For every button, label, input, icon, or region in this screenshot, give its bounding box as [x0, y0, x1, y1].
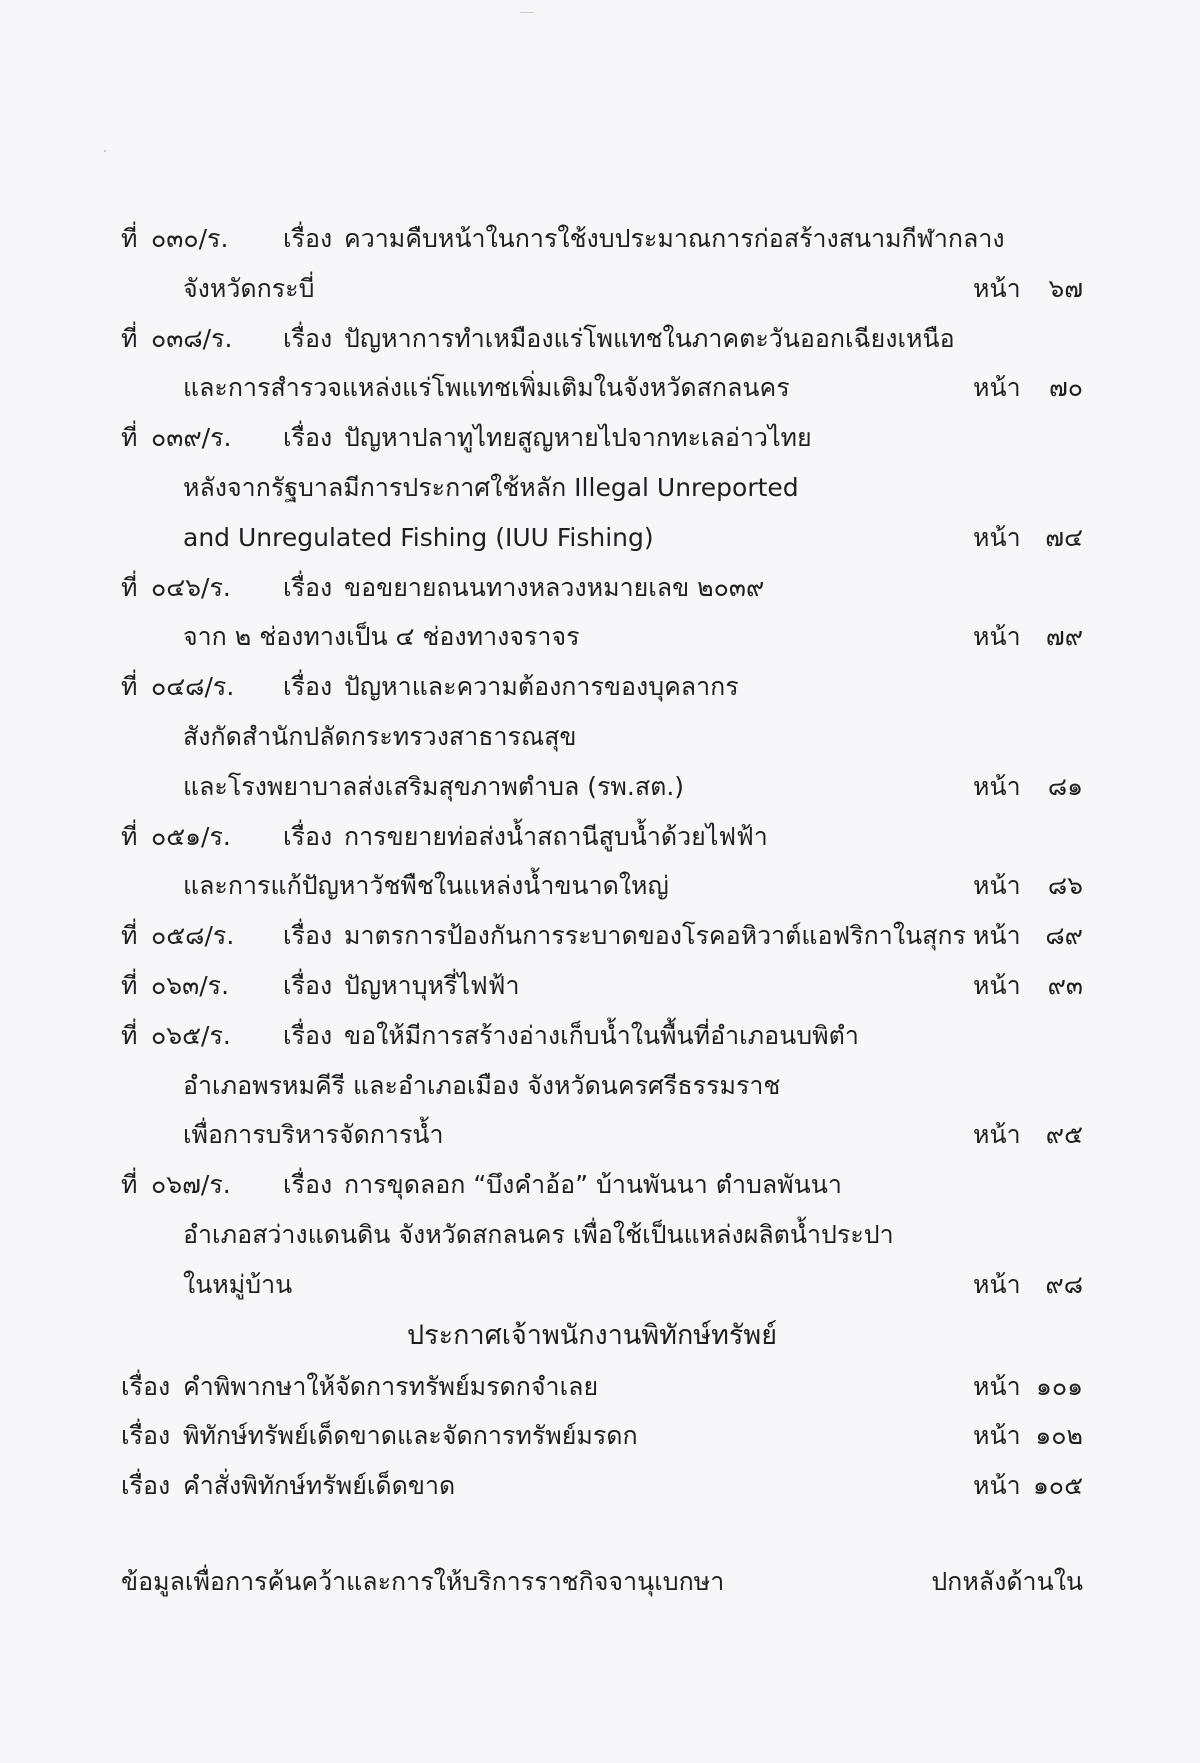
page-ref — [973, 762, 1083, 812]
toc-line — [121, 861, 1083, 911]
notice-entry — [121, 1362, 1083, 1412]
entry-keyword: เรื่อง — [283, 1020, 333, 1050]
page-label: หน้า — [973, 970, 1021, 1000]
entry-title-line: เพื่อการบริหารจัดการน้ำ — [183, 1120, 444, 1150]
page-label: หน้า — [973, 1120, 1021, 1150]
entry-number: ๐๓๙/ร. — [151, 423, 232, 453]
entry-title-line: ความคืบหน้าในการใช้งบประมาณการก่อสร้างสนามกีฬากลาง — [344, 224, 1005, 253]
entry-number: ๐๓๘/ร. — [151, 323, 233, 353]
entry-title-line: จังหวัดกระบี่ — [183, 273, 315, 303]
footer-left: ข้อมูลเพื่อการค้นคว้าและการให้บริการราชกิจจานุเบกษา — [121, 1567, 725, 1596]
scan-speck — [520, 12, 534, 13]
toc-line — [121, 1011, 1083, 1061]
toc-entry — [121, 1160, 1083, 1309]
entry-prefix: ที่ — [121, 224, 138, 253]
page-number: ๙๘ — [1045, 1269, 1083, 1299]
entry-title-line: และการสำรวจแหล่งแร่โพแทชเพิ่มเติมในจังหวัดสกลนคร — [183, 373, 790, 403]
page-number: ๑๐๕ — [1032, 1471, 1083, 1501]
toc-line — [121, 314, 1083, 364]
entry-keyword: เรื่อง — [283, 970, 333, 1000]
toc-line — [121, 762, 1083, 812]
entry-number: ๐๕๘/ร. — [151, 921, 235, 951]
entry-prefix: ที่ — [121, 572, 138, 602]
notice-title: พิทักษ์ทรัพย์เด็ดขาดและจัดการทรัพย์มรดก — [183, 1421, 638, 1451]
entry-keyword: เรื่อง — [283, 672, 333, 702]
toc-line — [121, 612, 1083, 662]
toc-line — [121, 911, 1083, 961]
page-ref — [973, 961, 1083, 1011]
page-number: ๑๐๒ — [1035, 1421, 1083, 1451]
entry-title-line: อำเภอสว่างแดนดิน จังหวัดสกลนคร เพื่อใช้เป็นแหล่งผลิตน้ำประปา — [183, 1219, 894, 1249]
page-label: หน้า — [973, 1269, 1021, 1299]
toc-line — [121, 563, 1083, 613]
toc-entry — [121, 662, 1083, 811]
entry-title-line: จาก ๒ ช่องทางเป็น ๔ ช่องทางจราจร — [183, 622, 580, 652]
notice-entry — [121, 1461, 1083, 1511]
entry-number: ๐๖๕/ร. — [151, 1020, 231, 1050]
entry-title-line: ขอให้มีการสร้างอ่างเก็บน้ำในพื้นที่อำเภอนบพิตำ — [344, 1020, 859, 1050]
entry-number: ๐๓๐/ร. — [151, 224, 229, 253]
page-label: หน้า — [973, 771, 1021, 801]
page-label: หน้า — [973, 1371, 1021, 1401]
toc-line — [121, 214, 1083, 264]
page-label: หน้า — [973, 273, 1021, 303]
toc-line — [121, 1160, 1083, 1210]
entry-title-line: สังกัดสำนักปลัดกระทรวงสาธารณสุข — [183, 721, 577, 751]
entry-prefix: ที่ — [121, 821, 138, 851]
notice-title: คำสั่งพิทักษ์ทรัพย์เด็ดขาด — [183, 1471, 456, 1501]
page-ref — [973, 1260, 1083, 1310]
entry-title-line: อำเภอพรหมคีรี และอำเภอเมือง จังหวัดนครศรีธรรมราช — [183, 1070, 781, 1100]
entry-keyword: เรื่อง — [283, 224, 333, 253]
toc-entry — [121, 563, 1083, 663]
toc-entry — [121, 413, 1083, 562]
entry-title-line: ปัญหาการทำเหมืองแร่โพแทชในภาคตะวันออกเฉียงเหนือ — [344, 323, 955, 353]
toc-line — [121, 1260, 1083, 1310]
page-ref — [973, 1411, 1083, 1461]
notice-list — [121, 1362, 1083, 1511]
page-label: หน้า — [973, 1421, 1021, 1451]
page-ref — [973, 1461, 1083, 1511]
entry-number: ๐๖๓/ร. — [151, 970, 230, 1000]
toc-entry — [121, 961, 1083, 1011]
page-label: หน้า — [973, 622, 1021, 652]
entry-prefix: ที่ — [121, 1170, 138, 1200]
page-number: ๘๙ — [1045, 921, 1083, 951]
notice-keyword: เรื่อง — [121, 1421, 171, 1451]
entry-number: ๐๖๗/ร. — [151, 1170, 231, 1200]
page-number: ๑๐๑ — [1036, 1371, 1083, 1401]
entry-title-line: ขอขยายถนนทางหลวงหมายเลข ๒๐๓๙ — [344, 572, 765, 602]
entry-prefix: ที่ — [121, 970, 138, 1000]
entry-number: ๐๔๘/ร. — [151, 672, 235, 702]
toc-entry — [121, 911, 1083, 961]
entry-title-line: และโรงพยาบาลส่งเสริมสุขภาพตำบล (รพ.สต.) — [183, 771, 685, 801]
notice-title: คำพิพากษาให้จัดการทรัพย์มรดกจำเลย — [183, 1371, 599, 1401]
entry-title-line: ปัญหาปลาทูไทยสูญหายไปจากทะเลอ่าวไทย — [344, 423, 812, 453]
page-number: ๙๓ — [1047, 970, 1083, 1000]
entry-keyword: เรื่อง — [283, 323, 333, 353]
entry-prefix: ที่ — [121, 921, 138, 951]
toc-entry — [121, 812, 1083, 912]
page-ref — [973, 911, 1083, 961]
entry-list — [121, 214, 1083, 1310]
page-number: ๗๐ — [1048, 373, 1083, 403]
table-of-contents — [121, 214, 1083, 1511]
page-number: ๖๗ — [1048, 273, 1083, 303]
entry-title-line: การขุดลอก “บึงคำอ้อ” บ้านพันนา ตำบลพันนา — [344, 1170, 842, 1200]
entry-title-line: ในหมู่บ้าน — [183, 1269, 293, 1299]
toc-line — [121, 363, 1083, 413]
entry-keyword: เรื่อง — [283, 423, 333, 453]
entry-keyword: เรื่อง — [283, 1170, 333, 1200]
toc-line — [121, 413, 1083, 463]
toc-entry — [121, 214, 1083, 314]
page-label: หน้า — [973, 373, 1021, 403]
page-ref — [973, 264, 1083, 314]
toc-line — [121, 463, 1083, 513]
page-ref — [973, 1110, 1083, 1160]
notice-entry — [121, 1411, 1083, 1461]
page-number: ๘๑ — [1047, 771, 1083, 801]
entry-prefix: ที่ — [121, 672, 138, 702]
toc-line — [121, 812, 1083, 862]
page-number: ๗๔ — [1045, 522, 1083, 552]
entry-keyword: เรื่อง — [283, 572, 333, 602]
entry-prefix: ที่ — [121, 423, 138, 453]
page-number: ๗๙ — [1045, 622, 1083, 652]
entry-title-line: หลังจากรัฐบาลมีการประกาศใช้หลัก Illegal Unreported — [183, 472, 799, 502]
entry-number: ๐๕๑/ร. — [151, 821, 231, 851]
page-label: หน้า — [973, 1471, 1021, 1501]
page-number: ๘๖ — [1047, 871, 1083, 901]
page-ref — [973, 513, 1083, 563]
toc-line — [121, 1210, 1083, 1260]
page-label: หน้า — [973, 522, 1021, 552]
page-ref — [973, 1362, 1083, 1412]
toc-line — [121, 662, 1083, 712]
entry-title-line: การขยายท่อส่งน้ำสถานีสูบน้ำด้วยไฟฟ้า — [344, 821, 768, 851]
toc-line — [121, 513, 1083, 563]
entry-title-line: ปัญหาบุหรี่ไฟฟ้า — [344, 970, 520, 1000]
entry-title-line: มาตรการป้องกันการระบาดของโรคอหิวาต์แอฟริกาในสุกร — [344, 921, 966, 951]
notice-keyword: เรื่อง — [121, 1471, 171, 1501]
footer — [121, 1562, 1083, 1602]
toc-entry — [121, 1011, 1083, 1160]
page-ref — [973, 363, 1083, 413]
toc-line — [121, 961, 1083, 1011]
entry-number: ๐๔๖/ร. — [151, 572, 231, 602]
section-heading: ประกาศเจ้าพนักงานพิทักษ์ทรัพย์ — [406, 1319, 778, 1351]
entry-prefix: ที่ — [121, 323, 138, 353]
scan-speck — [104, 150, 106, 152]
page-label: หน้า — [973, 921, 1021, 951]
entry-title-line: and Unregulated Fishing (IUU Fishing) — [183, 522, 654, 552]
entry-prefix: ที่ — [121, 1020, 138, 1050]
toc-line — [121, 264, 1083, 314]
page-label: หน้า — [973, 871, 1021, 901]
entry-keyword: เรื่อง — [283, 821, 333, 851]
footer-right: ปกหลังด้านใน — [931, 1567, 1083, 1596]
toc-line — [121, 1061, 1083, 1111]
notice-keyword: เรื่อง — [121, 1371, 171, 1401]
toc-line — [121, 1110, 1083, 1160]
page-number: ๙๕ — [1045, 1120, 1083, 1150]
toc-entry — [121, 314, 1083, 414]
page-ref — [973, 861, 1083, 911]
entry-title-line: ปัญหาและความต้องการของบุคลากร — [344, 672, 739, 702]
entry-keyword: เรื่อง — [283, 921, 333, 951]
entry-title-line: และการแก้ปัญหาวัชพืชในแหล่งน้ำขนาดใหญ่ — [183, 871, 669, 901]
page-ref — [973, 612, 1083, 662]
toc-line — [121, 712, 1083, 762]
